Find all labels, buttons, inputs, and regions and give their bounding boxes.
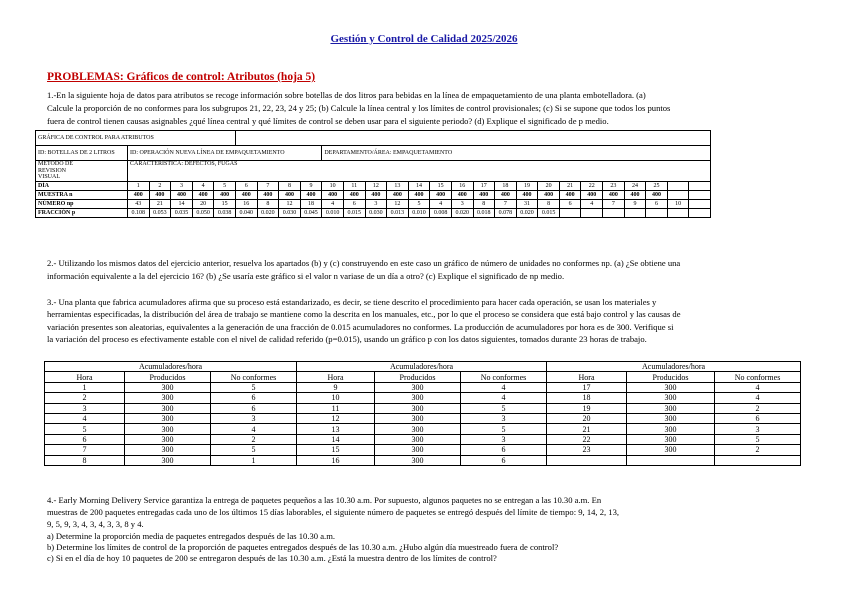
form-fraction-cell: 0.045 bbox=[300, 209, 322, 218]
form-sample-cell: 400 bbox=[538, 191, 560, 200]
form-day-cell bbox=[689, 182, 711, 191]
produced-cell: 300 bbox=[375, 393, 461, 403]
form-number-cell: 6 bbox=[559, 200, 581, 209]
form-sample-cell: 400 bbox=[581, 191, 603, 200]
form-day-cell: 21 bbox=[559, 182, 581, 191]
form-number-cell: 4 bbox=[581, 200, 603, 209]
form-operation-id: ID: OPERACIÓN NUEVA LÍNEA DE EMPAQUETAMIENTO bbox=[128, 146, 322, 161]
form-sample-cell: 400 bbox=[451, 191, 473, 200]
form-number-cell: 31 bbox=[516, 200, 538, 209]
form-number-cell: 3 bbox=[451, 200, 473, 209]
form-sample-cell: 400 bbox=[279, 191, 301, 200]
col-header-produced: Producidos bbox=[125, 372, 211, 382]
form-day-cell: 14 bbox=[408, 182, 430, 191]
hour-cell: 11 bbox=[297, 403, 375, 413]
problem-1-text bbox=[47, 89, 799, 128]
form-sample-cell: 400 bbox=[300, 191, 322, 200]
hour-cell: 4 bbox=[45, 413, 125, 423]
form-number-cell: 18 bbox=[300, 200, 322, 209]
form-sample-cell: 400 bbox=[473, 191, 495, 200]
produced-cell: 300 bbox=[125, 403, 211, 413]
form-number-cell: 12 bbox=[387, 200, 409, 209]
form-fraction-cell bbox=[667, 209, 689, 218]
hour-cell: 22 bbox=[547, 434, 627, 444]
form-fraction-cell bbox=[559, 209, 581, 218]
hour-cell: 19 bbox=[547, 403, 627, 413]
form-day-cell: 10 bbox=[322, 182, 344, 191]
form-day-cell: 20 bbox=[538, 182, 560, 191]
hour-cell: 10 bbox=[297, 393, 375, 403]
list-item: c) Si en el día de hoy 10 paquetes de 200 se entregaron después de las 10.30 a.m. ¿Está la muestra dentro de los límites de control? bbox=[47, 553, 497, 563]
form-fraction-cell: 0.030 bbox=[279, 209, 301, 218]
hour-cell: 16 bbox=[297, 455, 375, 465]
form-number-cell: 6 bbox=[646, 200, 668, 209]
nonconforming-cell: 6 bbox=[211, 403, 297, 413]
form-sample-cell: 400 bbox=[214, 191, 236, 200]
produced-cell: 300 bbox=[627, 393, 715, 403]
problem-4-text bbox=[47, 494, 799, 530]
form-fraction-cell: 0.035 bbox=[171, 209, 193, 218]
form-number-cell: 8 bbox=[538, 200, 560, 209]
form-sample-cell: 400 bbox=[624, 191, 646, 200]
nonconforming-cell: 1 bbox=[211, 455, 297, 465]
col-header-hour: Hora bbox=[45, 372, 125, 382]
col-header-nonconforming: No conformes bbox=[461, 372, 547, 382]
form-sample-cell: 400 bbox=[322, 191, 344, 200]
form-day-cell: 7 bbox=[257, 182, 279, 191]
produced-cell: 300 bbox=[375, 424, 461, 434]
form-sample-cell: 400 bbox=[603, 191, 625, 200]
produced-cell: 300 bbox=[125, 445, 211, 455]
nonconforming-cell bbox=[715, 455, 801, 465]
form-fraction-cell: 0.050 bbox=[192, 209, 214, 218]
form-number-cell: 5 bbox=[408, 200, 430, 209]
produced-cell: 300 bbox=[125, 393, 211, 403]
text-line: fuera de control tienen causas asignables ¿qué línea central y qué límites de control se deben usar para el siguiente periodo? (d) Explique el significado de p medio. bbox=[47, 116, 609, 126]
group-header: Acumuladores/hora bbox=[45, 362, 297, 372]
hour-cell: 9 bbox=[297, 382, 375, 392]
produced-cell: 300 bbox=[125, 455, 211, 465]
form-method bbox=[36, 161, 128, 182]
hour-cell bbox=[547, 455, 627, 465]
form-day-cell: 17 bbox=[473, 182, 495, 191]
hour-cell: 21 bbox=[547, 424, 627, 434]
form-method-label: MÉTODO DE bbox=[38, 161, 74, 167]
col-header-hour: Hora bbox=[297, 372, 375, 382]
produced-cell: 300 bbox=[627, 382, 715, 392]
form-day-cell: 2 bbox=[149, 182, 171, 191]
hour-cell: 5 bbox=[45, 424, 125, 434]
table-row bbox=[45, 382, 801, 392]
form-fraction-cell: 0.010 bbox=[322, 209, 344, 218]
col-header-hour: Hora bbox=[547, 372, 627, 382]
form-row-label-fraction: FRACCIÓN p bbox=[36, 209, 128, 218]
form-day-cell: 5 bbox=[214, 182, 236, 191]
form-number-cell bbox=[689, 200, 711, 209]
nonconforming-cell: 2 bbox=[715, 403, 801, 413]
nonconforming-cell: 3 bbox=[715, 424, 801, 434]
nonconforming-cell: 2 bbox=[211, 434, 297, 444]
form-day-cell: 11 bbox=[343, 182, 365, 191]
nonconforming-cell: 3 bbox=[461, 434, 547, 444]
nonconforming-cell: 5 bbox=[211, 445, 297, 455]
hour-cell: 7 bbox=[45, 445, 125, 455]
form-sample-cell: 400 bbox=[559, 191, 581, 200]
text-line: variación presentes son aleatorias, equivalentes a la generación de una fracción de 0.015 acumuladores no conformes. La producción de acumuladores por hora es de 300. Verifique si bbox=[47, 321, 674, 332]
hour-cell: 23 bbox=[547, 445, 627, 455]
nonconforming-cell: 2 bbox=[715, 445, 801, 455]
form-number-cell: 9 bbox=[624, 200, 646, 209]
nonconforming-cell: 4 bbox=[715, 382, 801, 392]
form-day-cell: 4 bbox=[192, 182, 214, 191]
produced-cell: 300 bbox=[375, 434, 461, 444]
nonconforming-cell: 5 bbox=[211, 382, 297, 392]
form-sample-cell: 400 bbox=[408, 191, 430, 200]
hour-cell: 8 bbox=[45, 455, 125, 465]
table-row bbox=[45, 424, 801, 434]
col-header-nonconforming: No conformes bbox=[211, 372, 297, 382]
form-sample-cell: 400 bbox=[430, 191, 452, 200]
form-sample-cell: 400 bbox=[128, 191, 150, 200]
form-fraction-cell: 0.020 bbox=[257, 209, 279, 218]
text-line: muestras de 200 paquetes entregadas cada uno de los últimos 15 días laborables, el siguiente número de paquetes se entregó después del límite de tiempo: 9, 14, 2, 13, bbox=[47, 507, 620, 517]
hour-cell: 15 bbox=[297, 445, 375, 455]
produced-cell: 300 bbox=[125, 382, 211, 392]
form-fraction-cell: 0.015 bbox=[343, 209, 365, 218]
nonconforming-cell: 6 bbox=[461, 445, 547, 455]
nonconforming-cell: 5 bbox=[715, 434, 801, 444]
group-header: Acumuladores/hora bbox=[547, 362, 801, 372]
form-day-cell: 24 bbox=[624, 182, 646, 191]
form-fraction-cell bbox=[689, 209, 711, 218]
form-day-cell: 9 bbox=[300, 182, 322, 191]
form-number-cell: 4 bbox=[322, 200, 344, 209]
table-row bbox=[45, 393, 801, 403]
form-number-cell: 15 bbox=[214, 200, 236, 209]
form-number-cell: 3 bbox=[365, 200, 387, 209]
produced-cell: 300 bbox=[375, 413, 461, 423]
hour-cell: 20 bbox=[547, 413, 627, 423]
form-fraction-cell: 0.030 bbox=[365, 209, 387, 218]
form-day-cell: 12 bbox=[365, 182, 387, 191]
produced-cell: 300 bbox=[125, 424, 211, 434]
nonconforming-cell: 3 bbox=[211, 413, 297, 423]
problem-2-text bbox=[47, 257, 799, 283]
form-number-cell: 7 bbox=[603, 200, 625, 209]
hour-cell: 12 bbox=[297, 413, 375, 423]
produced-cell bbox=[627, 455, 715, 465]
hour-cell: 14 bbox=[297, 434, 375, 444]
nonconforming-cell: 4 bbox=[211, 424, 297, 434]
form-sample-cell: 400 bbox=[257, 191, 279, 200]
text-line: 1.-En la siguiente hoja de datos para atributos se recoge información sobre botellas de dos litros para bebidas en la línea de empaquetamiento de una planta embotelladora. (a) bbox=[47, 90, 646, 100]
form-method-sub: REVISION bbox=[38, 167, 66, 174]
form-fraction-cell: 0.108 bbox=[128, 209, 150, 218]
form-fraction-cell: 0.008 bbox=[430, 209, 452, 218]
form-day-cell: 25 bbox=[646, 182, 668, 191]
group-header: Acumuladores/hora bbox=[297, 362, 547, 372]
form-number-cell: 7 bbox=[495, 200, 517, 209]
form-title: GRÁFICA DE CONTROL PARA ATRIBUTOS bbox=[36, 131, 236, 146]
form-fraction-cell: 0.010 bbox=[408, 209, 430, 218]
accumulators-table bbox=[44, 361, 801, 466]
col-header-produced: Producidos bbox=[375, 372, 461, 382]
nonconforming-cell: 3 bbox=[461, 413, 547, 423]
hour-cell: 6 bbox=[45, 434, 125, 444]
hour-cell: 13 bbox=[297, 424, 375, 434]
form-fraction-cell: 0.015 bbox=[538, 209, 560, 218]
form-sample-cell: 400 bbox=[365, 191, 387, 200]
form-number-cell: 43 bbox=[128, 200, 150, 209]
form-fraction-cell: 0.040 bbox=[235, 209, 257, 218]
form-row-label-sample: MUESTRA n bbox=[36, 191, 128, 200]
hour-cell: 2 bbox=[45, 393, 125, 403]
form-day-cell: 18 bbox=[495, 182, 517, 191]
text-line: 4.- Early Morning Delivery Service garantiza la entrega de paquetes pequeños a las 10.30 a.m. Por supuesto, algunos paquetes no se entregan a las 10.30 a.m. En bbox=[47, 495, 602, 505]
produced-cell: 300 bbox=[627, 424, 715, 434]
hour-cell: 1 bbox=[45, 382, 125, 392]
form-number-cell: 21 bbox=[149, 200, 171, 209]
attribute-control-chart-form bbox=[35, 130, 711, 218]
form-row-label-number: NÚMERO np bbox=[36, 200, 128, 209]
form-fraction-cell: 0.018 bbox=[473, 209, 495, 218]
form-sample-cell: 400 bbox=[646, 191, 668, 200]
text-line: 3.- Una planta que fabrica acumuladores afirma que su proceso está estandarizado, es decir, se tiene descrito el procedimiento para hacer cada operación, se usan los materiales y bbox=[47, 297, 657, 307]
form-number-cell: 8 bbox=[473, 200, 495, 209]
form-number-cell: 10 bbox=[667, 200, 689, 209]
form-fraction-cell: 0.038 bbox=[214, 209, 236, 218]
table-row bbox=[45, 434, 801, 444]
form-day-cell bbox=[667, 182, 689, 191]
form-product-id: ID: BOTELLAS DE 2 LITROS bbox=[36, 146, 128, 161]
nonconforming-cell: 6 bbox=[211, 393, 297, 403]
form-number-cell: 16 bbox=[235, 200, 257, 209]
problem-4-items bbox=[47, 531, 558, 564]
produced-cell: 300 bbox=[375, 445, 461, 455]
form-number-cell: 14 bbox=[171, 200, 193, 209]
form-sample-cell: 400 bbox=[192, 191, 214, 200]
nonconforming-cell: 4 bbox=[715, 393, 801, 403]
produced-cell: 300 bbox=[375, 382, 461, 392]
hour-cell: 3 bbox=[45, 403, 125, 413]
section-title: PROBLEMAS: Gráficos de control: Atributos (hoja 5) bbox=[47, 71, 316, 83]
form-fraction-cell: 0.020 bbox=[451, 209, 473, 218]
nonconforming-cell: 4 bbox=[461, 382, 547, 392]
form-sample-cell: 400 bbox=[516, 191, 538, 200]
nonconforming-cell: 6 bbox=[461, 455, 547, 465]
form-day-cell: 23 bbox=[603, 182, 625, 191]
table-row bbox=[45, 445, 801, 455]
form-fraction-cell bbox=[581, 209, 603, 218]
table-row bbox=[45, 403, 801, 413]
form-day-cell: 8 bbox=[279, 182, 301, 191]
form-day-cell: 6 bbox=[235, 182, 257, 191]
form-sample-cell: 400 bbox=[343, 191, 365, 200]
list-item: a) Determine la proporción media de paquetes entregados después de las 10.30 a.m. bbox=[47, 531, 336, 541]
form-sample-cell: 400 bbox=[387, 191, 409, 200]
form-number-cell: 20 bbox=[192, 200, 214, 209]
text-line: 9, 5, 9, 3, 4, 3, 4, 3, 3, 8 y 4. bbox=[47, 519, 144, 529]
text-line: herramientas especificadas, la distribución del área de trabajo se mantiene como la descrita en los manuales, etc., por lo que el proceso se considera que está bajo control y las causas de bbox=[47, 309, 681, 320]
form-number-cell: 6 bbox=[343, 200, 365, 209]
nonconforming-cell: 6 bbox=[715, 413, 801, 423]
form-day-cell: 16 bbox=[451, 182, 473, 191]
form-day-cell: 15 bbox=[430, 182, 452, 191]
form-blank bbox=[235, 131, 710, 146]
text-line: Calcule la proporción de no conformes para los subgrupos 21, 22, 23, 24 y 25; (b) Calcule la línea central y los límites de control provisionales; (c) Si se supone que todos los puntos bbox=[47, 103, 671, 113]
text-line: 2.- Utilizando los mismos datos del ejercicio anterior, resuelva los apartados (b) y (c) construyendo en este caso un gráfico de número de unidades no conformes np. (a) ¿Se obtiene una bbox=[47, 258, 681, 268]
problem-3-text bbox=[47, 296, 799, 346]
form-day-cell: 19 bbox=[516, 182, 538, 191]
produced-cell: 300 bbox=[125, 434, 211, 444]
form-sample-cell: 400 bbox=[235, 191, 257, 200]
produced-cell: 300 bbox=[375, 403, 461, 413]
text-line: la variación del proceso es efectivamente estable con el nivel de calidad referido (p=0.015), usando un gráfico p con los datos siguientes, tomados durante 23 horas de trabajo. bbox=[47, 334, 647, 345]
form-day-cell: 13 bbox=[387, 182, 409, 191]
form-characteristic: CARACTERÍSTICA: DEFECTOS, FUGAS bbox=[128, 161, 711, 182]
form-row-label-day: DÍA bbox=[36, 182, 128, 191]
form-fraction-cell: 0.078 bbox=[495, 209, 517, 218]
form-day-cell: 3 bbox=[171, 182, 193, 191]
produced-cell: 300 bbox=[627, 403, 715, 413]
produced-cell: 300 bbox=[375, 455, 461, 465]
form-number-cell: 4 bbox=[430, 200, 452, 209]
nonconforming-cell: 4 bbox=[461, 393, 547, 403]
form-day-cell: 1 bbox=[128, 182, 150, 191]
form-fraction-cell: 0.013 bbox=[387, 209, 409, 218]
form-day-cell: 22 bbox=[581, 182, 603, 191]
table-row bbox=[45, 455, 801, 465]
form-sample-cell: 400 bbox=[495, 191, 517, 200]
hour-cell: 17 bbox=[547, 382, 627, 392]
produced-cell: 300 bbox=[627, 413, 715, 423]
form-method-visual: VISUAL bbox=[38, 174, 60, 180]
form-number-cell: 8 bbox=[257, 200, 279, 209]
produced-cell: 300 bbox=[627, 445, 715, 455]
list-item: b) Determine los límites de control de la proporción de paquetes entregados después de las 10.30 a.m. ¿Hubo algún día muestreado fuera de control? bbox=[47, 542, 559, 552]
form-fraction-cell: 0.020 bbox=[516, 209, 538, 218]
col-header-nonconforming: No conformes bbox=[715, 372, 801, 382]
form-fraction-cell bbox=[646, 209, 668, 218]
col-header-produced: Producidos bbox=[627, 372, 715, 382]
document-title: Gestión y Control de Calidad 2025/2026 bbox=[330, 33, 518, 45]
form-sample-cell: 400 bbox=[149, 191, 171, 200]
form-sample-cell bbox=[667, 191, 689, 200]
hour-cell: 18 bbox=[547, 393, 627, 403]
form-fraction-cell bbox=[603, 209, 625, 218]
nonconforming-cell: 5 bbox=[461, 424, 547, 434]
form-fraction-cell: 0.053 bbox=[149, 209, 171, 218]
form-number-cell: 12 bbox=[279, 200, 301, 209]
nonconforming-cell: 5 bbox=[461, 403, 547, 413]
produced-cell: 300 bbox=[627, 434, 715, 444]
produced-cell: 300 bbox=[125, 413, 211, 423]
text-line: información equivalente a la del ejercicio 16? (b) ¿Se usaría este gráfico si el valor n variase de un día a otro? (c) Explique el significado de np medio. bbox=[47, 271, 565, 281]
form-sample-cell: 400 bbox=[171, 191, 193, 200]
form-fraction-cell bbox=[624, 209, 646, 218]
form-department: DEPARTAMENTO/ÁREA: EMPAQUETAMIENTO bbox=[322, 146, 711, 161]
form-sample-cell bbox=[689, 191, 711, 200]
table-row bbox=[45, 413, 801, 423]
